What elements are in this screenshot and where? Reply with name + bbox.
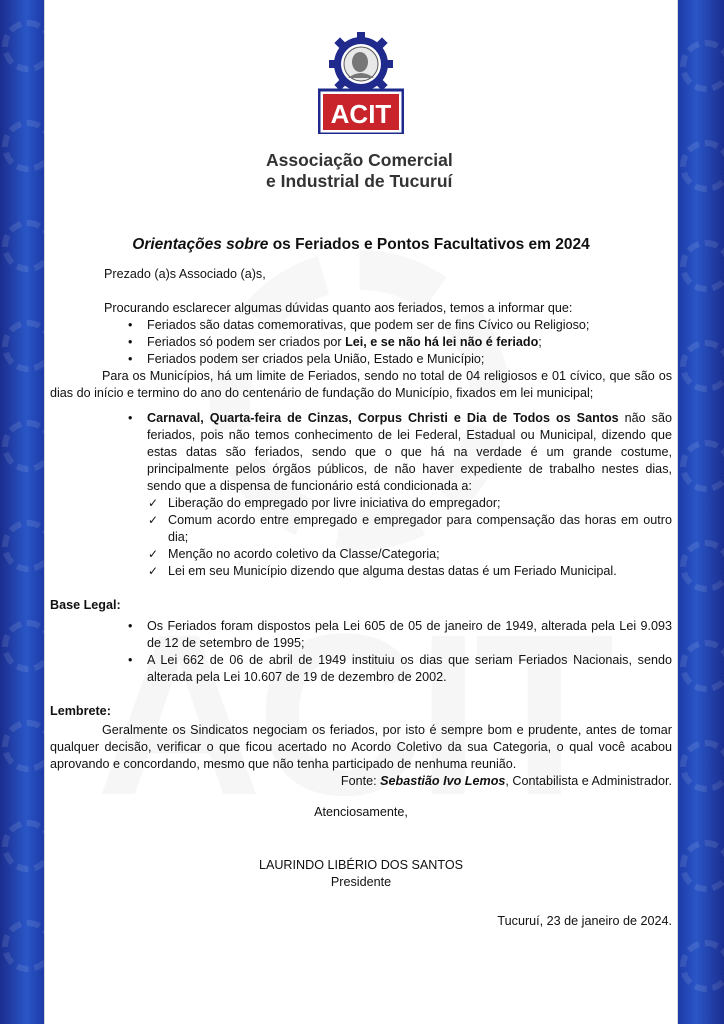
left-decorative-band <box>0 0 44 1024</box>
right-decorative-band <box>678 0 724 1024</box>
portrait-icon <box>352 52 368 72</box>
organization-line2: e Industrial de Tucuruí <box>266 171 453 191</box>
letter-body <box>50 236 672 930</box>
title-italic: Orientações sobre <box>132 236 269 253</box>
letter-title <box>50 236 672 254</box>
organization-name <box>266 150 506 192</box>
list-item: • Feriados são datas comemorativas, que podem ser de fins Cívico ou Religioso; <box>50 317 672 334</box>
list-item: ✓ Lei em seu Município dizendo que alguma destas datas é um Feriado Municipal. <box>50 563 672 580</box>
lembrete-text: Geralmente os Sindicatos negociam os feriados, por isto é sempre bom e prudente, antes de tomar qualquer decisão, verificar o que ficou acertado no Acordo Coletivo da sua Categoria, o qual você acabou aprovando e concordando, mesmo que não tenha participado de nenhuma reunião. <box>50 723 672 771</box>
list-item: • Feriados só podem ser criados por Lei, e se não há lei não é feriado; <box>50 334 672 351</box>
place-date: Tucuruí, 23 de janeiro de 2024. <box>497 914 672 928</box>
list-item: ✓ Liberação do empregado por livre iniciativa do empregador; <box>50 495 672 512</box>
base-legal-heading: Base Legal: <box>50 598 121 612</box>
list-item: • Carnaval, Quarta-feira de Cinzas, Corpus Christi e Dia de Todos os Santos não são feriados, pois não temos conhecimento de lei Federal, Estadual ou Municipal, dizendo que estas datas são feriados, sendo que o que há na verdade é um grande costume, principalmente pelos órgãos públicos, de não haver expediente de trabalho nestes dias, sendo que a dispensa de funcionário está condicionada a: <box>50 410 672 495</box>
list-item: • Os Feriados foram dispostos pela Lei 605 de 05 de janeiro de 1949, alterada pela Lei 9.093 de 12 de setembro de 1995; <box>50 618 672 652</box>
title-rest: os Feriados e Pontos Facultativos em 2024 <box>268 236 590 253</box>
conditions-list <box>50 495 672 580</box>
municipal-paragraph: Para os Municípios, há um limite de Feriados, sendo no total de 04 religiosos e 01 cívico, que são os dias do início e termino do ano do centenário de fundação do Município, fixados em lei municipal; <box>50 369 672 400</box>
intro-text: Procurando esclarecer algumas dúvidas quanto aos feriados, temos a informar que: <box>104 301 573 315</box>
acit-logo <box>318 30 404 134</box>
logo-text: ACIT <box>330 99 392 129</box>
lembrete-heading: Lembrete: <box>50 704 111 718</box>
holiday-facts-list <box>50 317 672 368</box>
source-line: Fonte: Sebastião Ivo Lemos, Contabilista e Administrador. <box>340 774 672 788</box>
list-item: • A Lei 662 de 06 de abril de 1949 instituiu os dias que seriam Feriados Nacionais, sendo alterada pela Lei 10.607 de 19 de dezembro de 2002. <box>50 652 672 686</box>
list-item: • Feriados podem ser criados pela União, Estado e Município; <box>50 351 672 368</box>
non-holidays-list <box>50 410 672 495</box>
signature-name: LAURINDO LIBÉRIO DOS SANTOS <box>258 858 464 872</box>
organization-line1: Associação Comercial <box>266 150 453 170</box>
signature-role: Presidente <box>330 875 392 889</box>
base-legal-list <box>50 618 672 686</box>
gear-icon <box>329 32 393 96</box>
list-item: ✓ Comum acordo entre empregado e empregador para compensação das horas em outro dia; <box>50 512 672 546</box>
closing: Atenciosamente, <box>314 805 408 819</box>
greeting: Prezado (a)s Associado (a)s, <box>104 267 266 281</box>
list-item: ✓ Menção no acordo coletivo da Classe/Categoria; <box>50 546 672 563</box>
